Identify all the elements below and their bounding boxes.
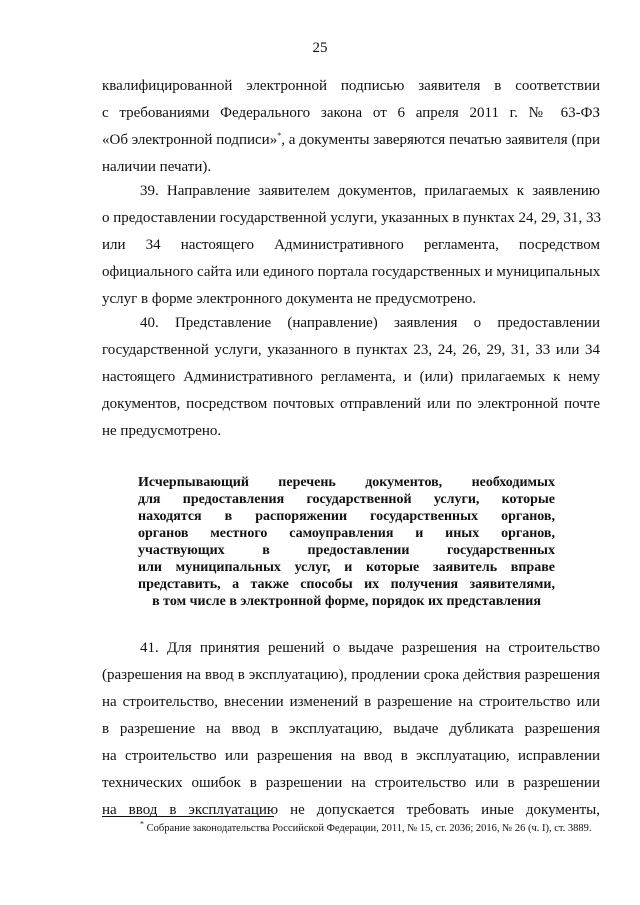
- paragraph-line: наличии печати).: [102, 159, 212, 175]
- page-number: 25: [312, 40, 328, 56]
- paragraph-40-line: настоящего Административного регламента, и (или) прилагаемых к нему: [102, 369, 600, 385]
- paragraph-line: с требованиями Федерального закона от 6 апреля 2011 г. № 63-ФЗ: [102, 105, 600, 121]
- paragraph-41-line: технических ошибок в разрешении на строительство или в разрешении: [102, 775, 600, 791]
- paragraph-39-line: или 34 настоящего Административного регламента, посредством: [102, 237, 600, 253]
- footnote-reference: *: [277, 131, 282, 140]
- paragraph-40-line: 40. Представление (направление) заявления о предоставлении: [140, 315, 600, 331]
- paragraph-40-line: не предусмотрено.: [102, 423, 222, 439]
- paragraph-40-line: государственной услуги, указанного в пунктах 23, 24, 26, 29, 31, 33 или 34: [102, 342, 600, 358]
- section-heading-line: Исчерпывающий перечень документов, необходимых: [138, 475, 555, 490]
- section-heading-line: участвующих в предоставлении государственных: [138, 543, 555, 558]
- paragraph-41-line: на ввод в эксплуатацию не допускается требовать иные документы,: [102, 802, 600, 818]
- section-heading-line: находятся в распоряжении государственных органов,: [138, 509, 555, 524]
- paragraph-39-line: о предоставлении государственной услуги, указанных в пунктах 24, 29, 31, 33: [102, 210, 601, 226]
- section-heading-line: или муниципальных услуг, и которые заявитель вправе: [138, 560, 555, 575]
- paragraph-41-line: (разрешения на ввод в эксплуатацию), продлении срока действия разрешения: [102, 667, 600, 683]
- footnote: [140, 819, 592, 836]
- paragraph-41-line: в разрешение на ввод в эксплуатацию, выдаче дубликата разрешения: [102, 721, 600, 737]
- paragraph-39-line: услуг в форме электронного документа не предусмотрено.: [102, 291, 477, 307]
- footnote-mark: *: [140, 819, 144, 829]
- paragraph-text: , а документы заверяются печатью заявителя (при: [281, 132, 600, 148]
- paragraph-41-line: на строительство, внесении изменений в разрешение на строительство или: [102, 694, 600, 710]
- section-heading-line: органов местного самоуправления и иных органов,: [138, 526, 555, 541]
- section-heading-line: для предоставления государственной услуги, которые: [138, 492, 555, 507]
- paragraph-40-line: документов, посредством почтовых отправлений или по электронной почте: [102, 396, 600, 412]
- citation-text: «Об электронной подписи»: [102, 132, 278, 148]
- footnote-text: Собрание законодательства Российской Федерации, 2011, № 15, ст. 2036; 2016, № 26 (ч. I), ст. 3889.: [144, 823, 592, 834]
- section-heading-line: в том числе в электронной форме, порядок их представления: [152, 594, 541, 609]
- paragraph-41-line: 41. Для принятия решений о выдаче разрешения на строительство: [140, 640, 600, 656]
- paragraph-line: квалифицированной электронной подписью заявителя в соответствии: [102, 78, 600, 94]
- paragraph-line: [102, 130, 600, 150]
- footnote-divider: [102, 816, 274, 817]
- paragraph-39-line: 39. Направление заявителем документов, прилагаемых к заявлению: [140, 183, 600, 199]
- section-heading-line: представить, а также способы их получения заявителями,: [138, 577, 555, 592]
- paragraph-39-line: официального сайта или единого портала государственных и муниципальных: [102, 264, 601, 280]
- paragraph-41-line: на строительство или разрешения на ввод в эксплуатацию, исправлении: [102, 748, 600, 764]
